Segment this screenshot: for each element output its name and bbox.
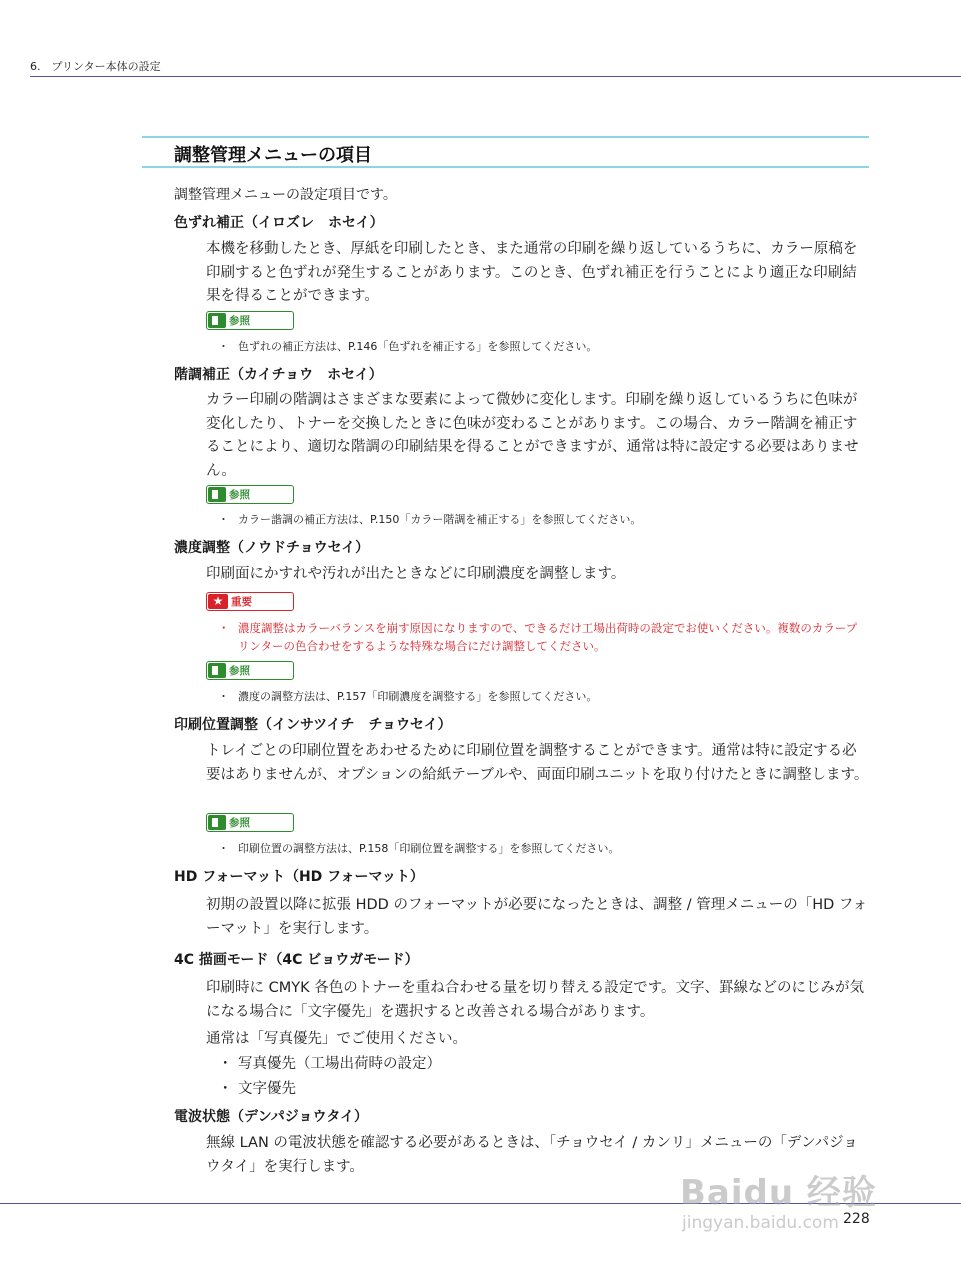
reference-text: 色ずれの補正方法は、P.146「色ずれを補正する」を参照してください。 [238,340,598,353]
item-title-radio-status: 電波状態（デンパジョウタイ） [174,1109,369,1125]
important-tag [206,592,294,611]
item-title-color-registration: 色ずれ補正（イロズレ ホセイ） [174,215,384,231]
item-title-print-position: 印刷位置調整（インサツイチ チョウセイ） [174,717,452,733]
item-title-gradation: 階調補正（カイチョウ ホセイ） [174,367,383,383]
item-title-4c-mode: 4C 描画モード（4C ビョウガモード） [174,952,419,968]
bullet-mark: ・ [218,1081,233,1097]
reference-icon [208,815,226,830]
watermark-url: jingyan.baidu.com [682,1213,839,1233]
list-item-text: 写真優先（工場出荷時の設定） [238,1056,441,1072]
item-title-hd-format: HD フォーマット（HD フォーマット） [174,869,424,885]
watermark [680,1165,910,1245]
page-number: 228 [843,1211,870,1227]
reference-line [218,511,868,529]
item-body-print-position: トレイごとの印刷位置をあわせるために印刷位置を調整することができます。通常は特に設定する必要はありませんが、オプションの給紙テーブルや、両面印刷ユニットを取り付けたときに調整します。 [206,743,869,783]
reference-line [218,688,868,706]
list-item-text: 文字優先 [238,1081,296,1097]
reference-tag [206,485,294,504]
important-note [218,619,868,655]
item-body-gradation: カラー印刷の階調はさまざまな要素によって微妙に変化します。印刷を繰り返しているうちに色味が変化したり、トナーを交換したときに色味が変わることがあります。この場合、カラー階調を補正することにより、適切な階調の印刷結果を得ることができますが、通常は特に設定する必要はありません。 [206,392,859,479]
section-intro: 調整管理メニューの設定項目です。 [174,187,397,203]
bullet-mark: ・ [218,842,229,855]
watermark-logo: Baidu 经验 [680,1173,877,1213]
important-text: 濃度調整はカラーバランスを崩す原因になりますので、できるだけ工場出荷時の設定でお使いください。複数のカラープリンターの色合わせをするような特殊な場合にだけ調整してください。 [238,621,858,653]
item-body-density: 印刷面にかすれや汚れが出たときなどに印刷濃度を調整します。 [206,566,626,582]
reference-text: 濃度の調整方法は、P.157「印刷濃度を調整する」を参照してください。 [238,690,598,703]
reference-icon [208,487,226,502]
item-body-color-registration: 本機を移動したとき、厚紙を印刷したとき、また通常の印刷を繰り返しているうちに、カラー原稿を印刷すると色ずれが発生することがあります。このとき、色ずれ補正を行うことにより適正な印刷結果を得ることができます。 [206,241,858,304]
reference-label: 参照 [229,665,250,677]
reference-text: カラー諧調の補正方法は、P.150「カラー階調を補正する」を参照してください。 [238,513,642,526]
item-body-hd-format: 初期の設置以降に拡張 HDD のフォーマットが必要になったときは、調整 / 管理メニューの「HD フォーマット」を実行します。 [206,897,868,937]
list-item [218,1078,296,1101]
chapter-header: 6. プリンター本体の設定 [30,60,161,73]
reference-tag [206,311,294,330]
item-body-radio-status: 無線 LAN の電波状態を確認する必要があるときは、「チョウセイ / カンリ」メニューの「デンパジョウタイ」を実行します。 [206,1135,858,1175]
reference-tag [206,661,294,680]
item-body-4c-mode: 印刷時に CMYK 各色のトナーを重ね合わせる量を切り替える設定です。文字、罫線などのにじみが気になる場合に「文字優先」を選択すると改善される場合があります。 [206,980,865,1020]
section-title: 調整管理メニューの項目 [174,145,372,166]
reference-label: 参照 [229,489,250,501]
reference-icon [208,313,226,328]
reference-icon [208,663,226,678]
reference-label: 参照 [229,817,250,829]
reference-tag [206,813,294,832]
item-title-density: 濃度調整（ノウドチョウセイ） [174,540,370,556]
bullet-mark: ・ [218,621,230,635]
reference-line [218,338,868,356]
bullet-mark: ・ [218,340,229,353]
header-divider [30,76,961,77]
important-label: 重要 [231,596,252,608]
reference-line [218,840,868,858]
item-body-4c-mode-note: 通常は「写真優先」でご使用ください。 [206,1031,467,1047]
star-icon: ★ [208,594,228,609]
list-item [218,1053,441,1076]
reference-label: 参照 [229,315,250,327]
reference-text: 印刷位置の調整方法は、P.158「印刷位置を調整する」を参照してください。 [238,842,620,855]
bullet-mark: ・ [218,513,229,526]
bullet-mark: ・ [218,690,229,703]
bullet-mark: ・ [218,1056,233,1072]
